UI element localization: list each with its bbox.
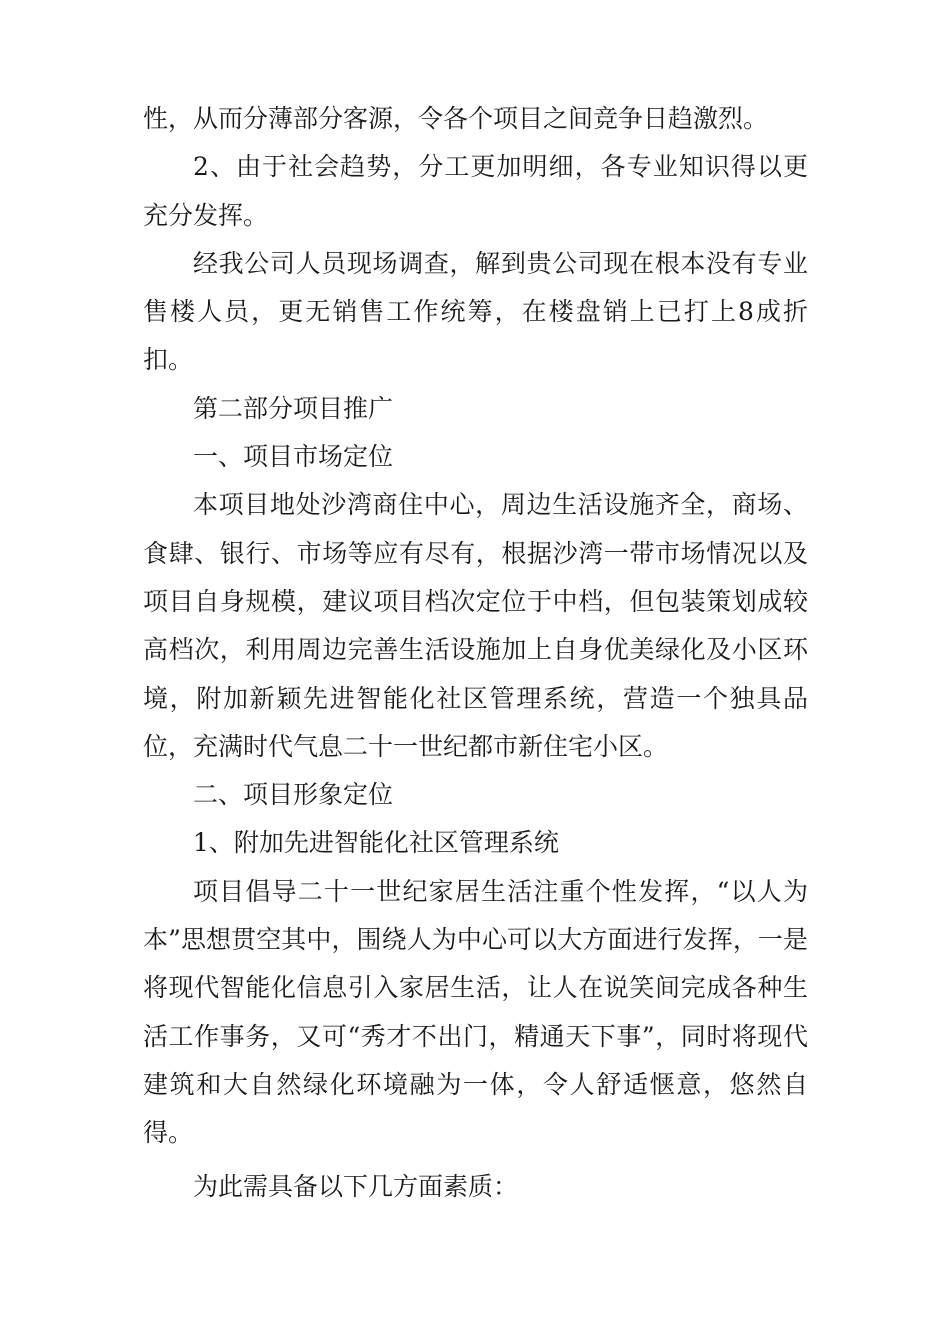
paragraph-requirements: 为此需具备以下几方面素质： (193, 1171, 519, 1201)
document-body (143, 95, 808, 1211)
paragraph-continuation: 性，从而分薄部分客源，令各个项目之间竞争日趋激烈。 (143, 104, 769, 133)
subheading-image-positioning: 二、项目形象定位 (193, 780, 394, 810)
subheading-smart-community: 1、附加先进智能化社区管理系统 (193, 828, 559, 858)
paragraph-smart-community: 项目倡导二十一世纪家居生活注重个性发挥，“以人为本”思想贯空其中，围绕人为中心可以大方面进行发挥，一是将现代智能化信息引入家居生活，让人在说笑间完成各种生活工作事务，又可“秀才不出门，精通天下事”，同时将现代建筑和大自然绿化环境融为一体，令人舒适惬意，悠然自得。 (143, 876, 808, 1148)
paragraph-market-positioning: 本项目地处沙湾商住中心，周边生活设施齐全，商场、食肆、银行、市场等应有尽有，根据沙湾一带市场情况以及项目自身规模，建议项目档次定位于中档，但包装策划成较高档次，利用周边完善生活设施加上自身优美绿化及小区环境，附加新颖先进智能化社区管理系统，营造一个独具品位，充满时代气息二十一世纪都市新住宅小区。 (143, 490, 808, 761)
section-heading-part-two: 第二部分项目推广 (193, 393, 394, 423)
subheading-market-positioning: 一、项目市场定位 (193, 442, 394, 472)
paragraph-point-2: 2、由于社会趋势，分工更加明细，各专业知识得以更充分发挥。 (143, 152, 808, 230)
paragraph-survey: 经我公司人员现场调查，解到贵公司现在根本没有专业售楼人员，更无销售工作统筹，在楼盘销上已打上8成折扣。 (143, 248, 808, 375)
